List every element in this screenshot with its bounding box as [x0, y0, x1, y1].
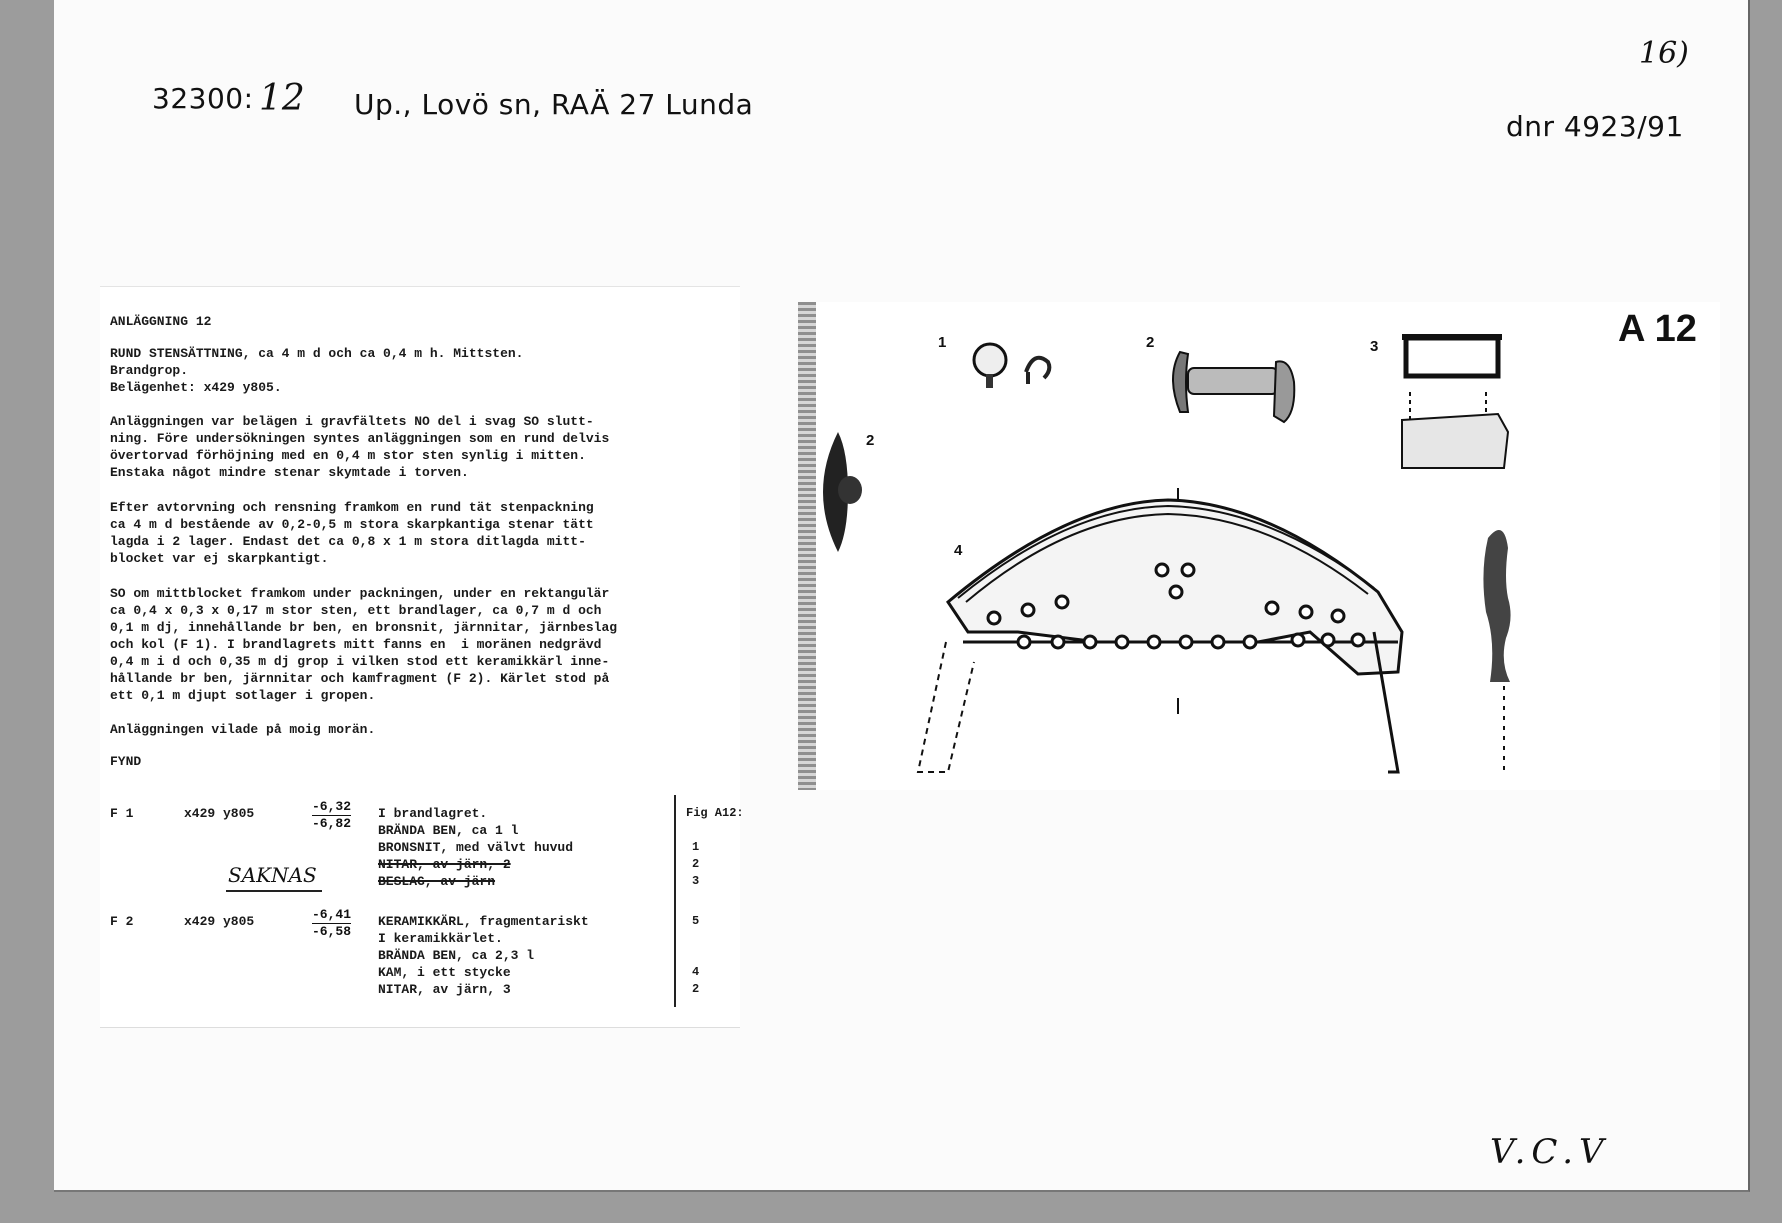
paragraph-line: ning. Före undersökningen syntes anläggningen som en rund delvis — [110, 431, 610, 446]
figure-label: A 12 — [1618, 308, 1697, 350]
bronze-rivet-drawing — [974, 344, 1049, 388]
fig-ref: 5 — [692, 914, 700, 928]
signature: V.C.V — [1490, 1132, 1610, 1172]
iron-rivet-drawing — [1173, 352, 1294, 422]
find-id: F 1 — [110, 806, 134, 821]
saknas-underline — [226, 890, 322, 892]
figure-number: 1 — [938, 334, 947, 351]
find-item: BRONSNIT, med välvt huvud — [378, 840, 574, 855]
fig-column-heading: Fig A12: — [686, 806, 744, 820]
comb-section-drawing — [1483, 530, 1510, 772]
summary-line: Brandgrop. — [110, 363, 189, 378]
site-title: Up., Lovö sn, RAÄ 27 Lunda — [354, 88, 754, 121]
figure-number: 2 — [866, 432, 875, 449]
fig-ref: 4 — [692, 965, 700, 979]
rivet-side-view-drawing — [823, 432, 862, 552]
find-coords: x429 y805 — [184, 806, 255, 821]
find-item: BRÄNDA BEN, ca 1 l — [378, 823, 519, 838]
fig-ref: 3 — [692, 874, 700, 888]
find-item: NITAR, av järn, 3 — [378, 982, 511, 997]
paragraph-line: och kol (F 1). I brandlagrets mitt fanns en i moränen nedgrävd — [110, 637, 602, 652]
find-coords: x429 y805 — [184, 914, 255, 929]
paragraph-line: blocket var ej skarpkantigt. — [110, 551, 329, 566]
find-id: F 2 — [110, 914, 134, 929]
find-item: KAM, i ett stycke — [378, 965, 511, 980]
inventory-number: 32300: — [152, 82, 254, 115]
find-item: I brandlagret. — [378, 806, 488, 821]
paragraph-line: Efter avtorvning och rensning framkom en rund tät stenpackning — [110, 500, 594, 515]
fig-divider — [674, 795, 676, 1007]
sheet-heading: ANLÄGGNING 12 — [110, 314, 212, 329]
fig-ref: 1 — [692, 840, 700, 854]
find-depth: $\frac{-6,32}{-6,82}$ — [312, 799, 352, 831]
find-depth: $\frac{-6,41}{-6,58}$ — [312, 907, 352, 939]
paragraph-line: övertorvad förhöjning med en 0,4 m stor sten synlig i mitten. — [110, 448, 586, 463]
figure-number: 4 — [954, 542, 963, 559]
find-item-struck: BESLAG, av järn — [378, 874, 496, 889]
iron-fitting-drawing — [1402, 334, 1508, 468]
fig-ref: 2 — [692, 857, 700, 871]
find-item: BRÄNDA BEN, ca 2,3 l — [378, 948, 535, 963]
catalog-card — [54, 0, 1750, 1192]
paragraph-line: Anläggningen var belägen i gravfältets NO del i svag SO slutt- — [110, 414, 594, 429]
inventory-suffix: 12 — [259, 78, 305, 119]
fig-ref: 2 — [692, 982, 700, 996]
saknas-note: SAKNAS — [228, 863, 317, 887]
figure-number: 3 — [1370, 338, 1379, 355]
description-sheet — [100, 286, 744, 1028]
finds-heading: FYND — [110, 754, 142, 769]
paragraph-line: lagda i 2 lager. Endast det ca 0,8 x 1 m stora ditlagda mitt- — [110, 534, 586, 549]
paragraph-line: ca 0,4 x 0,3 x 0,17 m stor sten, ett brandlager, ca 0,7 m d och — [110, 603, 602, 618]
paragraph-line: SO om mittblocket framkom under packningen, under en rektangulär — [110, 586, 610, 601]
dnr-number: dnr 4923/91 — [1506, 110, 1684, 143]
summary-line: Belägenhet: x429 y805. — [110, 380, 282, 395]
paragraph-line: hållande br ben, järnnitar och kamfragment (F 2). Kärlet stod på — [110, 671, 610, 686]
paragraph-line: Enstaka något mindre stenar skymtade i torven. — [110, 465, 469, 480]
paragraph-line: ett 0,1 m djupt sotlager i gropen. — [110, 688, 376, 703]
paragraph-line: Anläggningen vilade på moig morän. — [110, 722, 376, 737]
find-item-struck: NITAR, av järn, 2 — [378, 857, 511, 872]
paragraph-line: 0,1 m dj, innehållande br ben, en bronsnit, järnnitar, järnbeslag — [110, 620, 618, 635]
paragraph-line: ca 4 m d bestående av 0,2-0,5 m stora skarpkantiga stenar tätt — [110, 517, 594, 532]
figure-number: 2 — [1146, 334, 1155, 351]
page-mark: 16) — [1639, 36, 1689, 71]
summary-line: RUND STENSÄTTNING, ca 4 m d och ca 0,4 m h. Mittsten. — [110, 346, 524, 361]
find-item: KERAMIKKÄRL, fragmentariskt — [378, 914, 589, 929]
paragraph-line: 0,4 m i d och 0,35 m dj grop i vilken stod ett keramikkärl inne- — [110, 654, 610, 669]
artifact-drawings — [798, 302, 1720, 790]
find-item: I keramikkärlet. — [378, 931, 503, 946]
artifact-figure-panel — [798, 302, 1720, 790]
comb-drawing — [918, 488, 1402, 772]
